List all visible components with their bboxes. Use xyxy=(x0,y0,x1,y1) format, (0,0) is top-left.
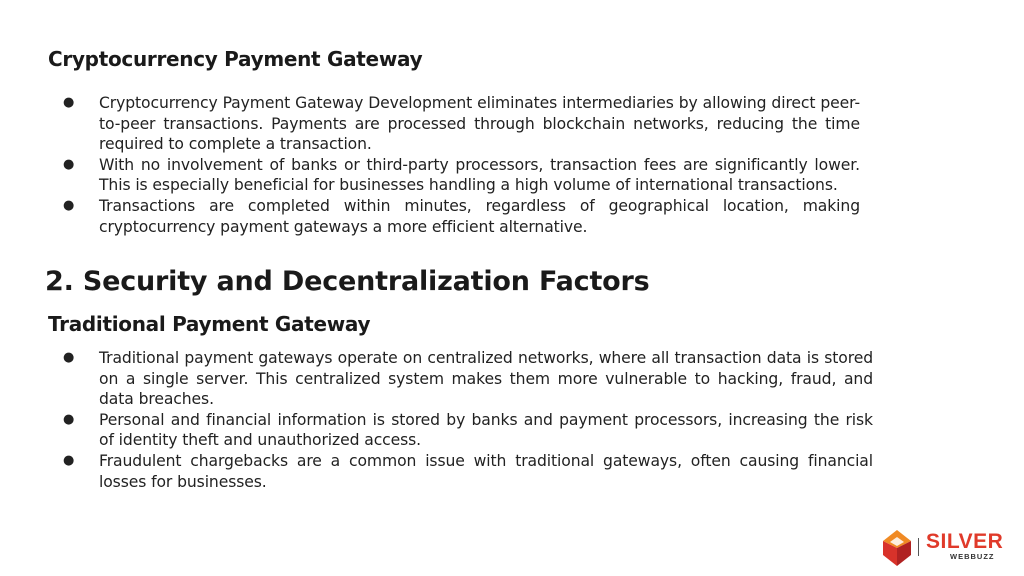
bullet-dot: ● xyxy=(63,197,75,213)
logo-mark-icon xyxy=(880,529,914,567)
list-item-text: Traditional payment gateways operate on centralized networks, where all transaction data is stored on a single server. This centralized system makes them more vulnerable to hacking, fraud, and data breaches. xyxy=(99,349,873,409)
bullet-dot: ● xyxy=(63,452,75,468)
logo-sub-text: WEBBUZZ xyxy=(950,552,995,561)
list-item xyxy=(0,93,860,155)
traditional-risks-list xyxy=(0,348,873,492)
logo-brand-text: SILVER xyxy=(926,530,1004,553)
bullet-dot: ● xyxy=(63,411,75,427)
crypto-gateway-heading: Cryptocurrency Payment Gateway xyxy=(48,47,423,71)
list-item xyxy=(0,155,860,196)
list-item xyxy=(0,196,860,237)
list-item-text: Fraudulent chargebacks are a common issue with traditional gateways, often causing financial losses for businesses. xyxy=(99,451,873,491)
bullet-dot: ● xyxy=(63,95,75,110)
traditional-gateway-heading: Traditional Payment Gateway xyxy=(48,312,371,336)
bullet-dot: ● xyxy=(63,156,75,172)
list-item-text: Cryptocurrency Payment Gateway Development eliminates intermediaries by allowing direct peer-to-peer transactions. Payments are processed through blockchain networks, reducing the time required to complete a transaction. xyxy=(99,94,860,154)
bullet-dot: ● xyxy=(63,350,75,365)
logo-divider xyxy=(918,538,919,556)
list-item xyxy=(0,410,873,451)
silver-webbuzz-logo xyxy=(880,528,1010,568)
security-section-title: 2. Security and Decentralization Factors xyxy=(45,266,650,297)
list-item-text: Transactions are completed within minutes, regardless of geographical location, making cryptocurrency payment gateways a more efficient alternative. xyxy=(99,196,860,236)
list-item xyxy=(0,348,873,410)
list-item xyxy=(0,451,873,492)
crypto-benefits-list xyxy=(0,93,860,237)
list-item-text: With no involvement of banks or third-party processors, transaction fees are significantly lower. This is especially beneficial for businesses handling a high volume of international transactions. xyxy=(99,155,860,195)
list-item-text: Personal and financial information is stored by banks and payment processors, increasing the risk of identity theft and unauthorized access. xyxy=(99,410,873,450)
